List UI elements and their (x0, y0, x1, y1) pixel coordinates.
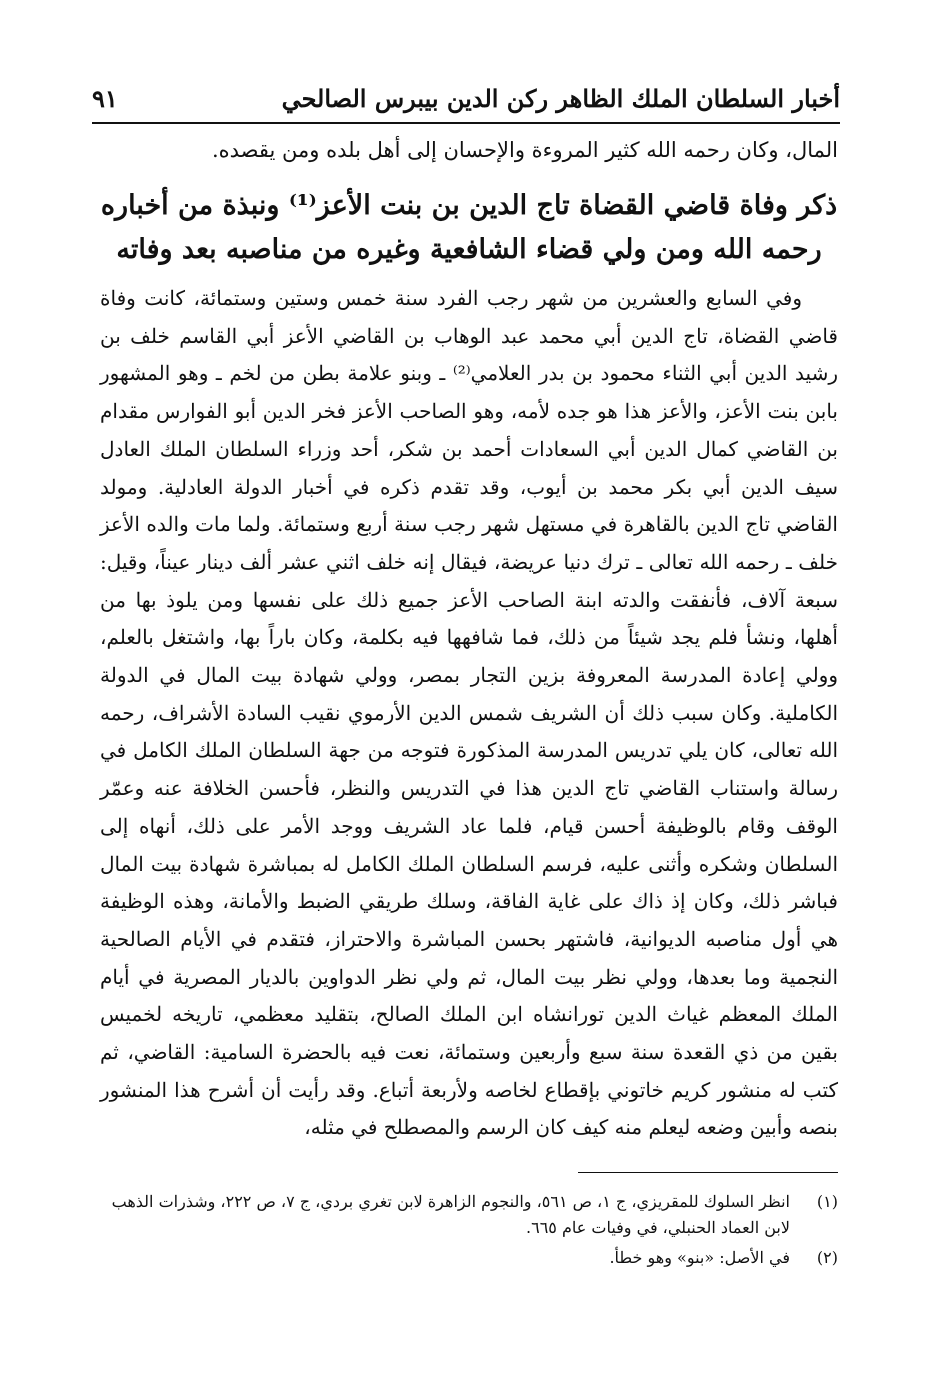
page-number: ٩١ (92, 84, 118, 113)
section-heading (100, 184, 838, 272)
footnote-item (100, 1245, 838, 1271)
footnote-marker: (٢) (816, 1248, 838, 1267)
footnotes-section (100, 1172, 838, 1275)
main-text-block (100, 130, 838, 1147)
body-paragraph: وفي السابع والعشرين من شهر رجب الفرد سنة خمس وستين وستمائة، كانت وفاة قاضي القضاة، تاج الدين أبي محمد عبد الوهاب بن القاضي الأعز أبي القاسم خلف بن رشيد الدين أبي الثناء محمود بن بدر العلامي⁽²⁾ ـ وبنو علامة بطن من لخم ـ وهو المشهور بابن بنت الأعز، والأعز هذا هو جده لأمه، وهو الصاحب الأعز فخر الدين أبو الفوارس مقدام بن القاضي كمال الدين أبي السعادات أحمد بن شكر، أحد وزراء السلطان الملك العادل سيف الدين أبي بكر محمد بن أيوب، وقد تقدم ذكره في أخبار الدولة العادلية. ومولد القاضي تاج الدين بالقاهرة في مستهل شهر رجب سنة أربع وستمائة. ولما مات والده الأعز خلف ـ رحمه الله تعالى ـ ترك دنيا عريضة، فيقال إنه خلف اثني عشر ألف دينار عيناً، وقيل: سبعة آلاف، فأنفقت والدته ابنة الصاحب الأعز جميع ذلك على نفسها ومن يلوذ بها من أهلها، ونشأ فلم يجد شيئاً من ذلك، فما شافهها فيه بكلمة، وكان باراً بها، واشتغل بالعلم، وولي إعادة المدرسة المعروفة بزين التجار بمصر، وولي شهادة بيت المال في الدولة الكاملية. وكان سبب ذلك أن الشريف شمس الدين الأرموي نقيب السادة الأشراف، رحمه الله تعالى، كان يلي تدريس المدرسة المذكورة فتوجه من جهة السلطان الملك الكامل في رسالة واستناب القاضي تاج الدين هذا في التدريس والنظر، فأحسن الخلافة عنه وعمّر الوقف وقام بالوظيفة أحسن قيام، فلما عاد الشريف ووجد الأمر على ذلك، أنهاه إلى السلطان وشكره وأثنى عليه، فرسم السلطان الملك الكامل له بمباشرة شهادة بيت المال فباشر ذلك، وكان إذ ذاك على غاية الفاقة، وسلك طريقي الضبط والأمانة، وهذه الوظيفة هي أول مناصبه الديوانية، فاشتهر بحسن المباشرة والاحتراز، فتقدم في الأيام الصالحية النجمية وما بعدها، وولي نظر بيت المال، ثم ولي نظر الدواوين بالديار المصرية في أيام الملك المعظم غياث الدين تورانشاه ابن الملك الصالح، بتقليد معظمي، تاريخه لخميس بقين من ذي القعدة سنة سبع وأربعين وستمائة، نعت فيه بالحضرة السامية: القاضي، ثم كتب له منشور كريم خاتوني بإقطاع لخاصه ولأربعة أتباع. وقد رأيت أن أشرح هذا المنشور بنصه وأبين وضعه ليعلم منه كيف كان الرسم والمصطلح في مثله، (100, 286, 838, 1140)
footnote-text: انظر السلوك للمقريزي، ج ١، ص ٥٦١، والنجوم الزاهرة لابن تغري بردي، ج ٧، ص ٢٢٢، وشذرات الذهب لابن العماد الحنبلي، في وفيات عام ٦٦٥. (111, 1192, 790, 1237)
section-heading-line-1: ذكر وفاة قاضي القضاة تاج الدين بن بنت الأعز⁽¹⁾ ونبذة من أخباره (100, 190, 838, 221)
running-title: أخبار السلطان الملك الظاهر ركن الدين بيبرس الصالحي (281, 84, 840, 113)
header-divider (92, 122, 840, 124)
footnote-divider (578, 1172, 838, 1173)
footnote-marker: (١) (816, 1192, 838, 1211)
footnote-text: في الأصل: «بنو» وهو خطأ. (609, 1248, 790, 1267)
section-heading-line-2: رحمه الله ومن ولي قضاء الشافعية وغيره من مناصبه بعد وفاته (116, 234, 822, 265)
footnote-item (100, 1189, 838, 1241)
lead-paragraph: المال، وكان رحمه الله كثير المروءة والإحسان إلى أهل بلده ومن يقصده. (211, 138, 838, 162)
page-header (92, 78, 840, 124)
